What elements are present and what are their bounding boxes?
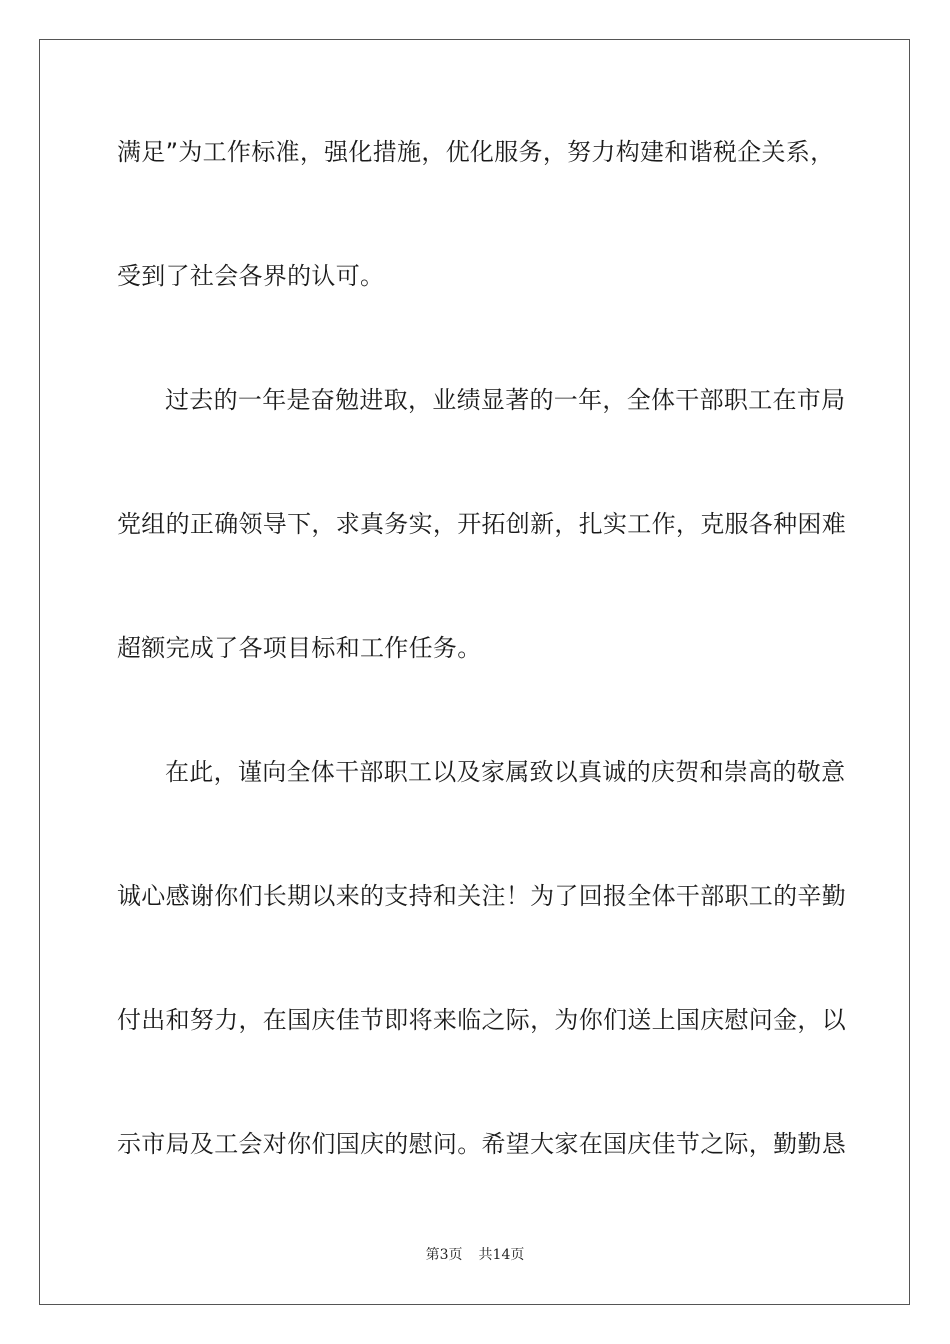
body-text-line: 受到了社会各界的认可。	[117, 262, 385, 290]
body-text-line: 示市局及工会对你们国庆的慰问。希望大家在国庆佳节之际，勤勤恳	[117, 1130, 846, 1158]
body-text-line: 过去的一年是奋勉进取，业绩显著的一年，全体干部职工在市局	[165, 386, 846, 414]
page-number: 第3页	[425, 1247, 463, 1263]
page-total: 共14页	[478, 1247, 525, 1263]
page-border	[39, 39, 910, 1305]
body-text-line: 在此，谨向全体干部职工以及家属致以真诚的庆贺和崇高的敬意	[165, 758, 846, 786]
page-footer	[0, 1245, 950, 1265]
body-text-line: 超额完成了各项目标和工作任务。	[117, 634, 482, 662]
body-text-line: 满足”为工作标准，强化措施，优化服务，努力构建和谐税企关系，	[117, 138, 835, 166]
body-text-line: 诚心感谢你们长期以来的支持和关注！为了回报全体干部职工的辛勤	[117, 882, 846, 910]
body-text-line: 付出和努力，在国庆佳节即将来临之际，为你们送上国庆慰问金，以	[117, 1006, 846, 1034]
body-text-line: 党组的正确领导下，求真务实，开拓创新，扎实工作，克服各种困难	[117, 510, 846, 538]
